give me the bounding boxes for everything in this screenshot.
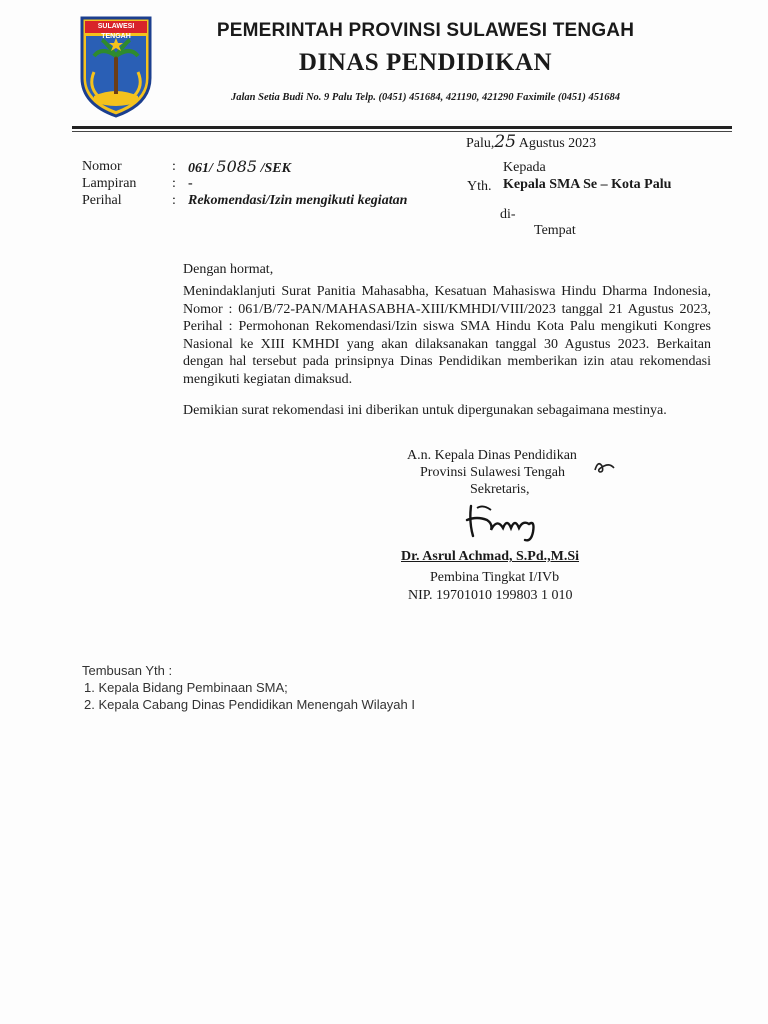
signature-line-1: A.n. Kepala Dinas Pendidikan	[407, 448, 577, 463]
nomor-prefix: 061/	[188, 161, 213, 176]
lampiran-colon: :	[172, 176, 176, 191]
lampiran-value: -	[188, 176, 193, 191]
perihal-label: Perihal	[82, 193, 122, 208]
signatory-name: Dr. Asrul Achmad, S.Pd.,M.Si	[401, 549, 580, 564]
place-date	[466, 133, 596, 153]
letterhead-rule-thin	[72, 131, 732, 132]
provincial-emblem	[80, 16, 152, 118]
nomor-label: Nomor	[82, 159, 122, 174]
office-address: Jalan Setia Budi No. 9 Palu Telp. (0451) 451684, 421190, 421290 Faximile (0451) 451684	[231, 92, 620, 103]
date-month-year: Agustus 2023	[518, 136, 597, 151]
handwritten-signature-icon	[463, 500, 543, 544]
cc-item: 2. Kepala Cabang Dinas Pendidikan Menengah Wilayah I	[84, 697, 415, 712]
signatory-nip: NIP. 19701010 199803 1 010	[408, 588, 573, 603]
date-city: Palu,	[466, 136, 495, 151]
signature-line-3: Sekretaris,	[470, 482, 530, 497]
recipient-kepada: Kepada	[503, 160, 546, 175]
office-name: DINAS PENDIDIKAN	[298, 49, 553, 76]
recipient-name: Kepala SMA Se – Kota Palu	[503, 177, 672, 192]
paraf-mark-icon	[592, 458, 618, 481]
cc-item: 1. Kepala Bidang Pembinaan SMA;	[84, 680, 288, 695]
nomor-value	[188, 158, 291, 178]
perihal-value: Rekomendasi/Izin mengikuti kegiatan	[188, 193, 408, 208]
lampiran-label: Lampiran	[82, 176, 137, 191]
nomor-handwritten: 5085	[216, 157, 258, 176]
signature-line-2: Provinsi Sulawesi Tengah	[420, 465, 565, 480]
emblem-label: SULAWESI TENGAH	[97, 23, 135, 40]
nomor-colon: :	[172, 159, 176, 174]
date-day-handwritten: 25	[494, 132, 517, 152]
body-paragraph-2: Demikian surat rekomendasi ini diberikan untuk dipergunakan sebagaimana mestinya.	[183, 403, 667, 418]
greeting: Dengan hormat,	[183, 262, 274, 277]
signatory-rank: Pembina Tingkat I/IVb	[430, 570, 560, 585]
letterhead-rule-thick	[72, 126, 732, 129]
recipient-yth: Yth.	[467, 179, 492, 194]
body-paragraph-1: Menindaklanjuti Surat Panitia Mahasabha, Kesatuan Mahasiswa Hindu Dharma Indonesia, Nomor : 061/B/72-PAN/MAHASABHA-XIII/KMHDI/VIII/2023 tanggal 21 Agustus 2023, Perihal : Permohonan Rekomendasi/Izin siswa SMA Hindu Kota Palu mengikuti Kongres Nasional ke XIII KMHDI yang akan dilaksanakan tanggal 30 Agustus 2023. Berkaitan dengan hal tersebut pada prinsipnya Dinas Pendidikan memberikan izin atau rekomendasi mengikuti kegiatan dimaksud.	[183, 284, 711, 387]
perihal-colon: :	[172, 193, 176, 208]
nomor-suffix: /SEK	[260, 161, 291, 176]
recipient-di: di-	[500, 207, 516, 222]
government-name: PEMERINTAH PROVINSI SULAWESI TENGAH	[216, 20, 635, 41]
recipient-tempat: Tempat	[534, 223, 576, 238]
cc-title: Tembusan Yth :	[82, 663, 173, 678]
